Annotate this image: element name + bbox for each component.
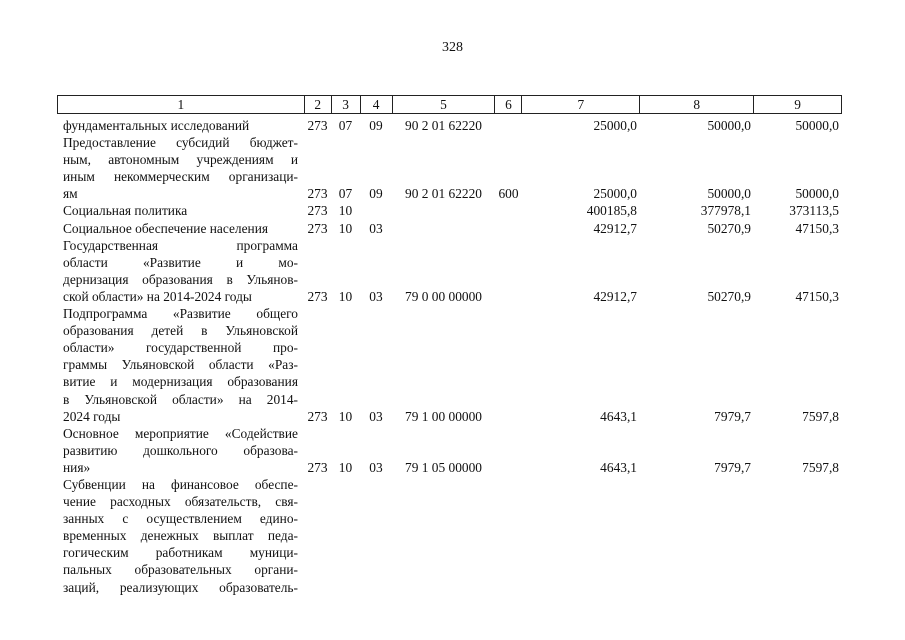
amount-col-8: 7979,7: [714, 459, 751, 475]
code-section: 10: [338, 220, 353, 236]
description-line: образования детей в Ульяновской: [63, 323, 298, 339]
row-description: [57, 237, 304, 305]
description-line: занных с осуществлением едино-: [63, 511, 298, 527]
amount-col-7: 4643,1: [600, 459, 637, 475]
code-subsection: 09: [369, 118, 383, 133]
code-kvsr: 273: [307, 220, 328, 236]
description-line: ской области» на 2014-2024 годы: [63, 288, 252, 304]
code-kvsr: 273: [307, 459, 328, 475]
amount-col-7: 4643,1: [600, 408, 637, 424]
code-section: 10: [338, 288, 353, 304]
page-number: 328: [442, 40, 463, 55]
row-description: [57, 425, 304, 476]
description-line: ным, автономным учреждениям и: [63, 152, 298, 168]
code-kvsr: 273: [307, 186, 328, 202]
amount-col-8: 50000,0: [707, 118, 751, 133]
description-line: Предоставление субсидий бюджет-: [63, 135, 298, 151]
code-subsection: 03: [369, 408, 383, 424]
amount-col-8: 50270,9: [707, 288, 751, 304]
description-line: заций, реализующих образователь-: [63, 579, 298, 595]
header-column-9: 9: [754, 96, 842, 113]
description-line: дернизация образования в Ульянов-: [63, 271, 298, 287]
amount-col-9: 47150,3: [795, 288, 839, 304]
description-line: ям: [63, 186, 78, 202]
code-target-article: 90 2 01 62220: [405, 118, 482, 133]
description-line: в Ульяновской области» на 2014-: [63, 391, 298, 407]
description-line: Социальная политика: [63, 203, 188, 219]
description-line: пальных образовательных органи-: [63, 562, 298, 578]
row-description: [57, 305, 304, 425]
description-line: области» государственной про-: [63, 340, 298, 356]
amount-col-7: 25000,0: [593, 118, 637, 133]
table-row: [57, 305, 842, 425]
code-section: 10: [338, 408, 353, 424]
amount-col-7: 42912,7: [593, 220, 637, 236]
table-row: [57, 134, 842, 202]
code-kvsr: 273: [307, 408, 328, 424]
code-kvsr: 273: [307, 203, 328, 219]
description-line: граммы Ульяновской области «Раз-: [63, 357, 298, 373]
code-kvsr: 273: [307, 118, 328, 133]
code-target-article: 90 2 01 62220: [405, 186, 482, 202]
budget-table: [57, 95, 842, 596]
code-section: 07: [338, 118, 353, 133]
header-column-4: 4: [361, 96, 393, 113]
table-row: [57, 237, 842, 305]
code-kvsr: 273: [307, 288, 328, 304]
description-line: витие и модернизация образования: [63, 374, 298, 390]
header-column-7: 7: [522, 96, 640, 113]
table-row: [57, 220, 842, 237]
description-line: временных денежных выплат педа-: [63, 528, 298, 544]
amount-col-8: 7979,7: [714, 408, 751, 424]
row-description: [57, 134, 304, 202]
amount-col-9: 47150,3: [795, 220, 839, 236]
description-line: области «Развитие и мо-: [63, 254, 298, 270]
header-column-2: 2: [305, 96, 332, 113]
amount-col-7: 25000,0: [593, 186, 637, 202]
amount-col-7: 42912,7: [593, 288, 637, 304]
code-target-article: 79 1 05 00000: [405, 459, 482, 475]
code-target-article: 79 0 00 00000: [405, 288, 482, 304]
description-line: Подпрограмма «Развитие общего: [63, 306, 298, 322]
amount-col-9: 373113,5: [789, 203, 839, 219]
header-column-6: 6: [495, 96, 522, 113]
description-line: иным некоммерческим организаци-: [63, 169, 298, 185]
header-column-5: 5: [393, 96, 496, 113]
description-line: гогическим работникам муници-: [63, 545, 298, 561]
table-row: [57, 117, 842, 134]
row-description: [57, 202, 304, 219]
amount-col-8: 377978,1: [700, 203, 751, 219]
table-row: [57, 476, 842, 596]
description-line: фундаментальных исследований: [63, 118, 250, 133]
row-description: [57, 476, 304, 596]
header-column-3: 3: [332, 96, 361, 113]
description-line: Социальное обеспечение населения: [63, 220, 269, 236]
code-subsection: 03: [369, 220, 383, 236]
code-subsection: 09: [369, 186, 383, 202]
code-target-article: 79 1 00 00000: [405, 408, 482, 424]
code-subsection: 03: [369, 288, 383, 304]
description-line: Основное мероприятие «Содействие: [63, 425, 298, 441]
amount-col-9: 7597,8: [802, 459, 839, 475]
description-line: Субвенции на финансовое обеспе-: [63, 476, 298, 492]
amount-col-7: 400185,8: [586, 203, 637, 219]
header-column-1: 1: [58, 96, 305, 113]
amount-col-9: 50000,0: [795, 186, 839, 202]
code-subsection: 03: [369, 459, 383, 475]
description-line: развитию дошкольного образова-: [63, 442, 298, 458]
table-row: [57, 425, 842, 476]
amount-col-9: 7597,8: [802, 408, 839, 424]
description-line: ния»: [63, 459, 91, 475]
code-section: 10: [338, 459, 353, 475]
code-section: 10: [338, 203, 353, 219]
header-column-8: 8: [640, 96, 754, 113]
table-body: [57, 114, 842, 596]
table-header-row: [57, 95, 842, 114]
amount-col-8: 50270,9: [707, 220, 751, 236]
amount-col-9: 50000,0: [795, 118, 839, 133]
row-description: [57, 220, 304, 237]
description-line: чение расходных обязательств, свя-: [63, 494, 298, 510]
description-line: Государственная программа: [63, 237, 298, 253]
code-expense-type: 600: [498, 186, 519, 202]
table-row: [57, 202, 842, 219]
description-line: 2024 годы: [63, 408, 121, 424]
row-description: [57, 117, 304, 134]
amount-col-8: 50000,0: [707, 186, 751, 202]
code-section: 07: [338, 186, 353, 202]
